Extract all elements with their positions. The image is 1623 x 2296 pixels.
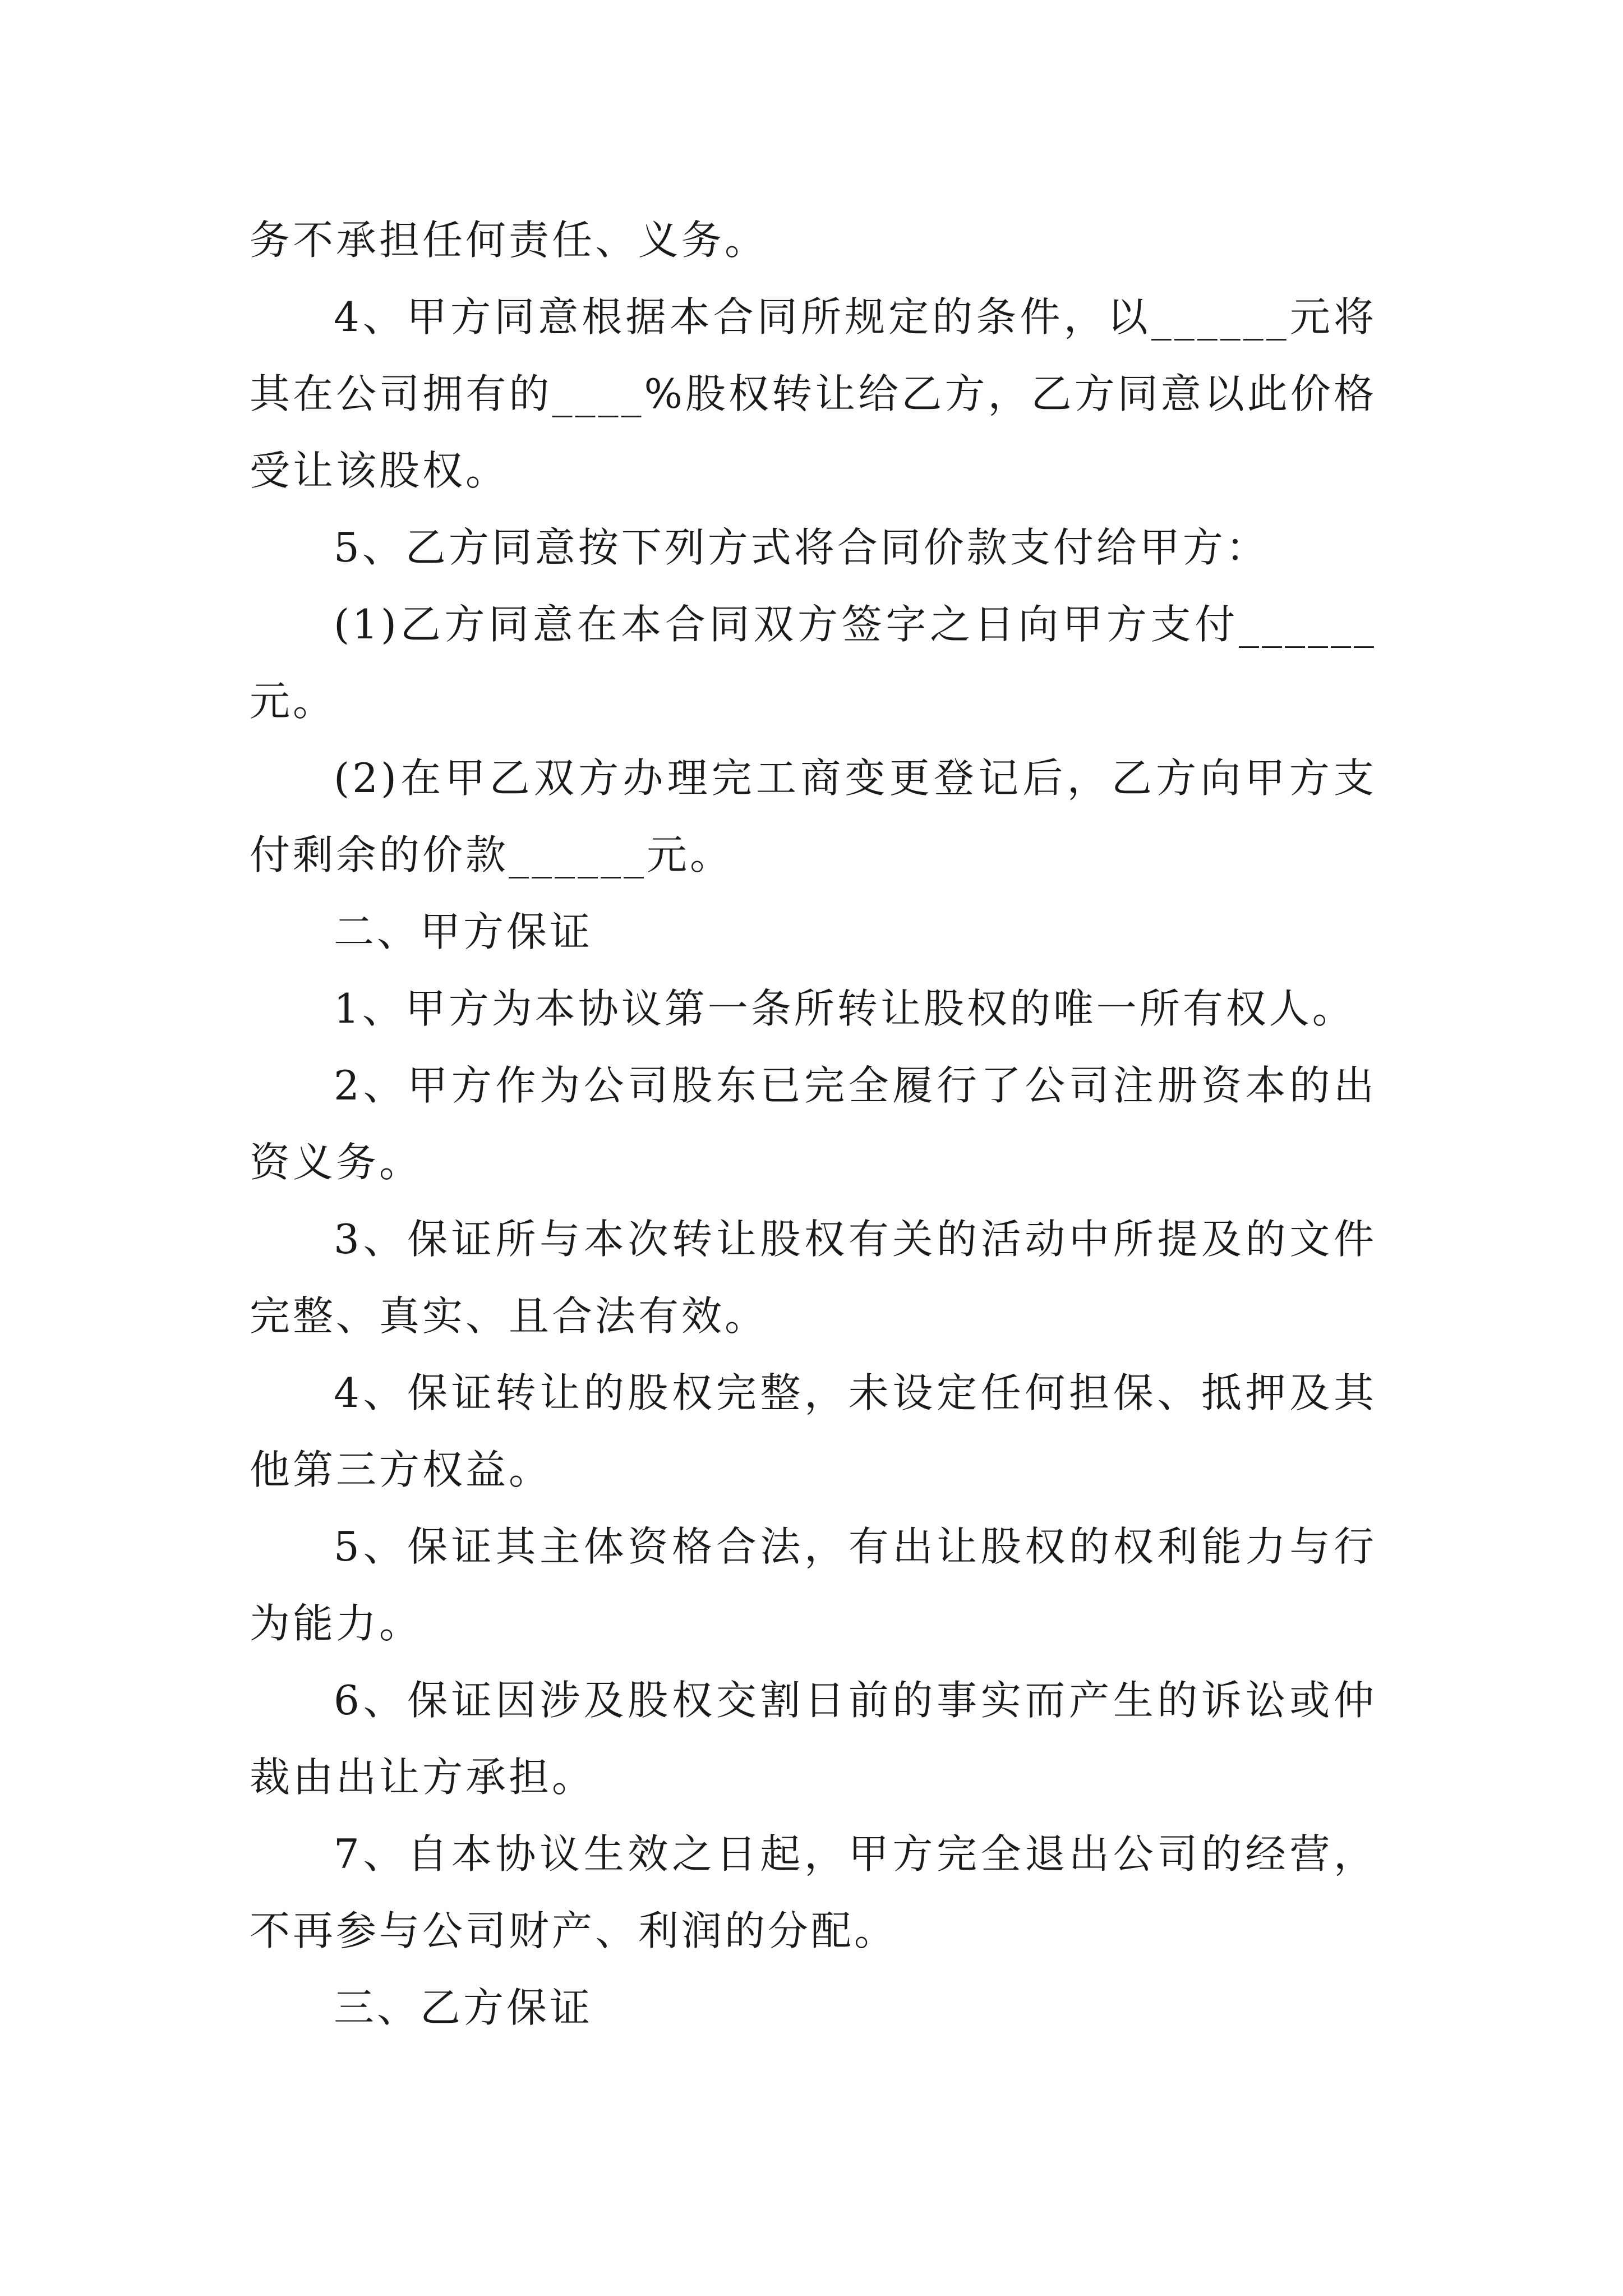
section-heading-party-b-guarantee: 三、乙方保证 — [334, 1984, 593, 2031]
paragraph-guarantee-4: 4、保证转让的股权完整，未设定任何担保、抵押及其他第三方权益。 — [250, 1369, 1377, 1493]
paragraph-payment-item-2: (2)在甲乙双方办理完工商变更登记后，乙方向甲方支付剩余的价款______元。 — [250, 754, 1377, 878]
paragraph-guarantee-3: 3、保证所与本次转让股权有关的活动中所提及的文件完整、真实、且合法有效。 — [250, 1216, 1377, 1340]
paragraph-guarantee-5: 5、保证其主体资格合法，有出让股权的权利能力与行为能力。 — [250, 1523, 1377, 1647]
paragraph-guarantee-1: 1、甲方为本协议第一条所转让股权的唯一所有权人。 — [334, 985, 1355, 1032]
section-heading-party-a-guarantee: 二、甲方保证 — [334, 908, 593, 955]
document-body — [250, 202, 1377, 2046]
paragraph-guarantee-2: 2、甲方作为公司股东已完全履行了公司注册资本的出资义务。 — [250, 1062, 1377, 1186]
paragraph-payment-item-1: (1)乙方同意在本合同双方签字之日向甲方支付______元。 — [250, 601, 1377, 725]
paragraph-continuation: 务不承担任何责任、义务。 — [250, 217, 768, 264]
paragraph-guarantee-7: 7、自本协议生效之日起，甲方完全退出公司的经营，不再参与公司财产、利润的分配。 — [250, 1830, 1377, 1954]
paragraph-clause-4-price: 4、甲方同意根据本合同所规定的条件，以______元将其在公司拥有的____%股权转让给乙方，乙方同意以此价格受让该股权。 — [250, 293, 1377, 494]
paragraph-clause-5-payment: 5、乙方同意按下列方式将合同价款支付给甲方： — [334, 524, 1269, 571]
paragraph-guarantee-6: 6、保证因涉及股权交割日前的事实而产生的诉讼或仲裁由出让方承担。 — [250, 1677, 1377, 1801]
